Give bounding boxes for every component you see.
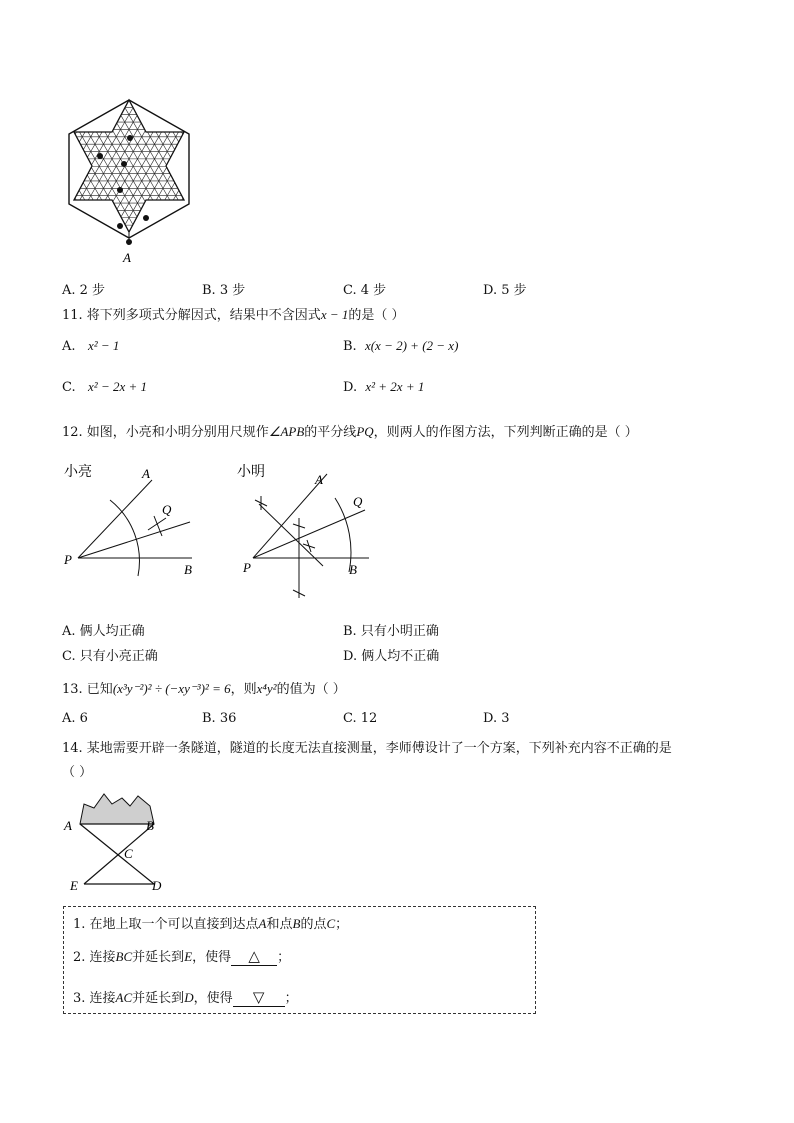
q10-option-b[interactable]: B. 3 步 — [202, 283, 246, 298]
grid-line — [62, 100, 78, 239]
grid-line — [194, 100, 197, 239]
svg-text:B: B — [146, 818, 154, 833]
q12-stem: 12. 如图，小亮和小明分别用尺规作∠APB的平分线PQ，则两人的作图方法，下列判断正确的是（ ） — [62, 424, 638, 440]
xiaoming-construction-figure — [235, 458, 375, 608]
q14-stem-line2: （ ） — [62, 765, 93, 780]
q11-option-c[interactable]: C. x² − 2x + 1 — [62, 379, 148, 395]
grid-line — [62, 100, 90, 239]
q12-option-a[interactable]: A. 俩人均正确 — [62, 624, 145, 639]
game-piece — [127, 135, 133, 141]
grid-line — [62, 100, 129, 239]
q12-option-c[interactable]: C. 只有小亮正确 — [62, 649, 158, 664]
svg-text:B: B — [349, 562, 357, 577]
svg-text:E: E — [70, 878, 78, 893]
grid-line — [172, 100, 197, 239]
q13-option-c[interactable]: C. 12 — [343, 711, 378, 726]
grid-line — [129, 100, 196, 239]
q13-stem: 13. 已知(x³y⁻²)² ÷ (−xy⁻³)² = 6，则x⁴y²的值为（ ） — [62, 681, 346, 697]
grid-line — [180, 100, 196, 239]
xiaoliang-construction-figure — [62, 458, 212, 580]
q13-option-b[interactable]: B. 36 — [202, 711, 237, 726]
q14-step-1: 1. 在地上取一个可以直接到达点A和点B的点C； — [73, 916, 349, 932]
q12-option-d[interactable]: D. 俩人均不正确 — [343, 649, 440, 664]
q13-option-d[interactable]: D. 3 — [483, 711, 510, 726]
svg-text:P: P — [64, 552, 72, 567]
grid-line — [62, 100, 87, 239]
grid-line — [70, 100, 150, 239]
q14-step-3: 3. 连接AC并延长到D，使得 ▽ ； — [73, 988, 298, 1006]
grid-line — [177, 100, 197, 239]
svg-text:A: A — [142, 466, 150, 481]
step2-blank[interactable]: △ — [231, 947, 277, 966]
svg-text:Q: Q — [162, 502, 172, 517]
star-board-figure — [62, 96, 196, 268]
grid-line — [117, 100, 196, 239]
grid-line — [168, 100, 196, 239]
game-piece — [121, 161, 127, 167]
svg-text:D: D — [152, 878, 162, 893]
svg-text:P: P — [243, 560, 251, 575]
q13-option-a[interactable]: A. 6 — [62, 711, 88, 726]
q10-option-c[interactable]: C. 4 步 — [343, 283, 387, 298]
q10-option-d[interactable]: D. 5 步 — [483, 283, 527, 298]
grid-line — [62, 100, 82, 239]
game-piece — [143, 215, 149, 221]
grid-line — [62, 100, 65, 239]
q11-option-b[interactable]: B. x(x − 2) + (2 − x) — [343, 338, 459, 354]
game-piece — [97, 153, 103, 159]
point-label-a: A — [123, 250, 131, 265]
q12-option-b[interactable]: B. 只有小明正确 — [343, 624, 439, 639]
q11-option-d[interactable]: D. x² + 2x + 1 — [343, 379, 425, 395]
svg-text:C: C — [124, 846, 133, 861]
grid-line — [62, 100, 116, 239]
mountain-shape — [80, 794, 154, 824]
svg-text:A: A — [64, 818, 72, 833]
game-piece — [117, 187, 123, 193]
grid-line — [75, 100, 155, 239]
grid-line — [143, 100, 197, 239]
q14-step-2: 2. 连接BC并延长到E，使得 △ ； — [73, 947, 291, 965]
q14-stem-line1: 14. 某地需要开辟一条隧道，隧道的长度无法直接测量，李师傅设计了一个方案，下列补充内容不正确的是 — [62, 741, 672, 756]
q11-stem: 11. 将下列多项式分解因式，结果中不含因式x − 1的是（ ） — [62, 307, 405, 323]
step3-blank[interactable]: ▽ — [233, 988, 285, 1007]
grid-line — [62, 100, 73, 239]
tunnel-figure — [62, 790, 182, 898]
fig2-title: 小明 — [237, 464, 265, 480]
svg-text:B: B — [184, 562, 192, 577]
game-piece — [117, 223, 123, 229]
svg-text:Q: Q — [353, 494, 363, 509]
fig1-title: 小亮 — [64, 464, 92, 480]
q10-option-a[interactable]: A. 2 步 — [62, 283, 106, 298]
grid-line — [185, 100, 196, 239]
svg-text:A: A — [315, 472, 323, 487]
q11-option-a[interactable]: A. x² − 1 — [62, 338, 120, 354]
